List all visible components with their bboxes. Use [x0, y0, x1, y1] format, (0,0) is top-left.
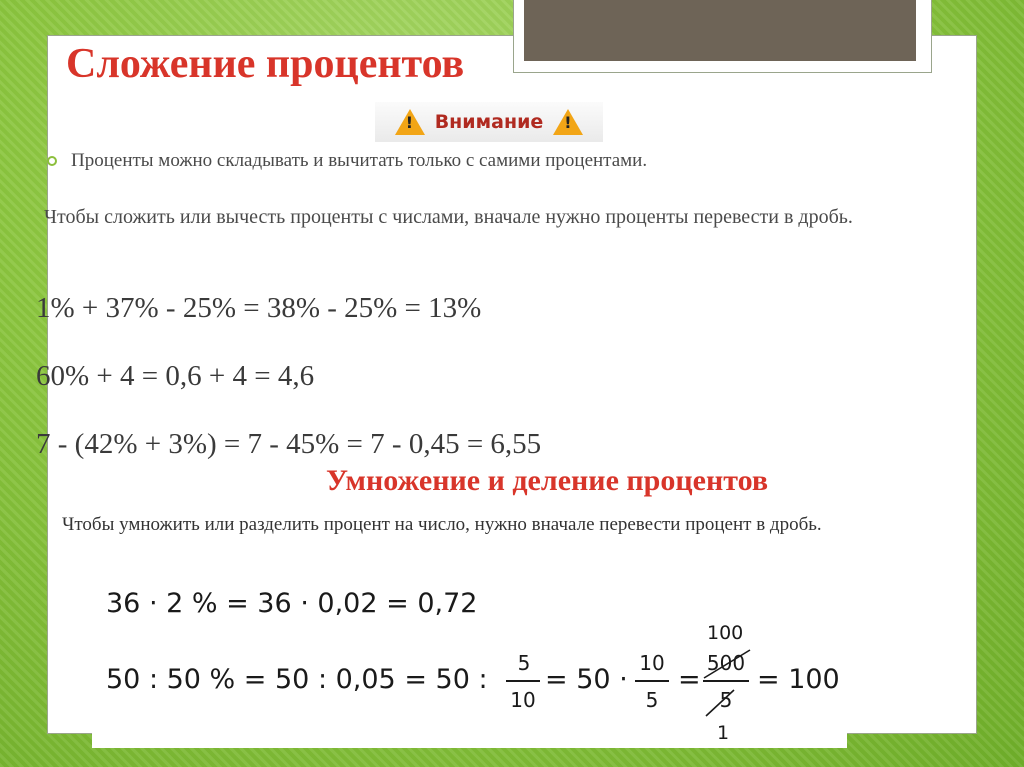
multiply-equation: 36 ⋅ 2 % = 36 ⋅ 0,02 = 0,72: [106, 588, 478, 619]
divide-equation-part-3: =: [678, 664, 701, 695]
equation-3: 7 - (42% + 3%) = 7 - 45% = 7 - 0,45 = 6,55: [36, 428, 542, 460]
bullet-icon: [47, 156, 57, 166]
bullet-item: [47, 150, 647, 172]
reduced-denominator: 1: [717, 722, 730, 744]
attention-banner: [375, 102, 603, 142]
fraction-2-numerator: 10: [639, 651, 665, 675]
divide-equation-result: = 100: [757, 664, 840, 695]
attention-label: Внимание: [434, 111, 544, 133]
fraction-1-denominator: 10: [510, 688, 536, 712]
equation-1: 1% + 37% - 25% = 38% - 25% = 13%: [36, 292, 482, 324]
cancel-strokes: [700, 640, 756, 720]
paragraph-add: Чтобы сложить или вычесть проценты с числами, вначале нужно проценты перевести в дробь.: [44, 206, 853, 228]
fraction-3-numerator: 500: [706, 651, 746, 675]
fraction-2-denominator: 5: [645, 688, 659, 712]
fraction-1-numerator: 5: [517, 651, 531, 675]
warning-icon: !: [553, 109, 583, 135]
warning-icon: !: [395, 109, 425, 135]
fraction-2-bar: [635, 680, 669, 682]
fraction-1-bar: [506, 680, 540, 682]
cancel-stroke-denominator: [706, 690, 734, 716]
section-subtitle: Умножение и деление процентов: [326, 464, 769, 497]
reduced-numerator: 100: [707, 622, 744, 644]
slide-title: Сложение процентов: [66, 41, 465, 87]
slide-bottom-strip: [92, 732, 847, 748]
paragraph-multiply: Чтобы умножить или разделить процент на число, нужно вначале перевести процент в дробь.: [62, 514, 822, 535]
header-tab: [524, 0, 916, 61]
equation-2: 60% + 4 = 0,6 + 4 = 4,6: [36, 360, 315, 392]
divide-equation-part-1: 50 : 50 % = 50 : 0,05 = 50 :: [106, 664, 488, 695]
bullet-text: Проценты можно складывать и вычитать только с самими процентами.: [71, 150, 648, 171]
cancel-stroke-numerator: [704, 650, 750, 678]
divide-equation-part-2: = 50 ⋅: [545, 664, 628, 695]
fraction-3-denominator: 5: [719, 688, 733, 712]
